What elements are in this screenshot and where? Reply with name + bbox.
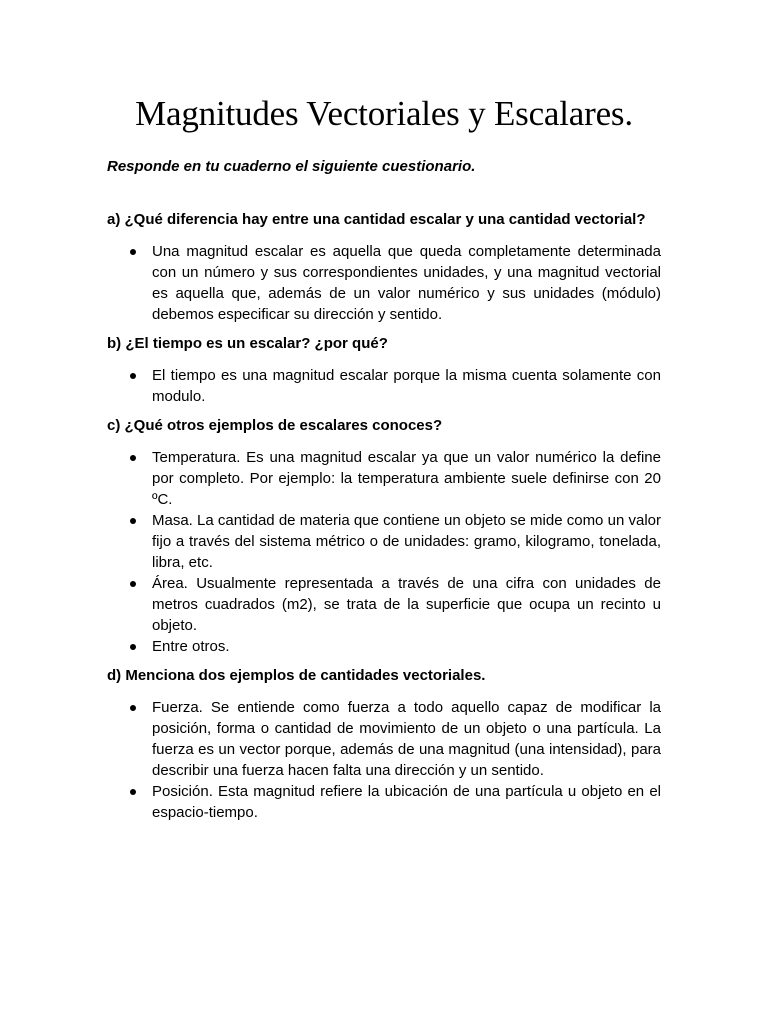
answer-item — [107, 573, 661, 636]
answer-item — [107, 697, 661, 781]
question-a: a) ¿Qué diferencia hay entre una cantidad escalar y una cantidad vectorial? — [107, 211, 646, 228]
answer-text: Área. Usualmente representada a través de una cifra con unidades de metros cuadrados (m2), se trata de la superficie que ocupa un recinto u objeto. — [152, 575, 661, 634]
bullet-icon — [130, 581, 136, 587]
instructions-text: Responde en tu cuaderno el siguiente cuestionario. — [107, 158, 476, 175]
bullet-icon — [130, 373, 136, 379]
bullet-icon — [130, 789, 136, 795]
bullet-icon — [130, 455, 136, 461]
answer-text: Masa. La cantidad de materia que contiene un objeto se mide como un valor fijo a través del sistema métrico o de unidades: gramo, kilogramo, tonelada, libra, etc. — [152, 512, 661, 571]
bullet-icon — [130, 249, 136, 255]
document-title: Magnitudes Vectoriales y Escalares. — [135, 94, 633, 133]
answer-list-b — [107, 365, 661, 407]
bullet-icon — [130, 644, 136, 650]
answer-text: Posición. Esta magnitud refiere la ubicación de una partícula u objeto en el espacio-tiempo. — [152, 783, 661, 821]
bullet-icon — [130, 518, 136, 524]
question-d: d) Menciona dos ejemplos de cantidades vectoriales. — [107, 667, 486, 684]
answer-list-a — [107, 241, 661, 325]
answer-item — [107, 636, 661, 657]
question-b: b) ¿El tiempo es un escalar? ¿por qué? — [107, 335, 388, 352]
answer-item — [107, 781, 661, 823]
answer-list-d — [107, 697, 661, 823]
answer-text: Fuerza. Se entiende como fuerza a todo aquello capaz de modificar la posición, forma o cantidad de movimiento de un objeto o una partícula. La fuerza es un vector porque, además de una magnitud (una intensidad), para describir una fuerza hacen falta una dirección y un sentido. — [152, 699, 661, 779]
answer-text: Una magnitud escalar es aquella que queda completamente determinada con un número y sus correspondientes unidades, y una magnitud vectorial es aquella que, además de un valor numérico y sus unidades (módulo) debemos especificar su dirección y sentido. — [152, 243, 661, 323]
bullet-icon — [130, 705, 136, 711]
answer-item — [107, 365, 661, 407]
answer-item — [107, 241, 661, 325]
answer-text: Temperatura. Es una magnitud escalar ya que un valor numérico la define por completo. Por ejemplo: la temperatura ambiente suele definirse con 20 ºC. — [152, 449, 661, 508]
answer-text: Entre otros. — [152, 638, 230, 655]
answer-text: El tiempo es una magnitud escalar porque la misma cuenta solamente con modulo. — [152, 367, 661, 405]
answer-item — [107, 447, 661, 510]
document-page — [107, 92, 661, 823]
answer-item — [107, 510, 661, 573]
answer-list-c — [107, 447, 661, 657]
question-c: c) ¿Qué otros ejemplos de escalares conoces? — [107, 417, 443, 434]
